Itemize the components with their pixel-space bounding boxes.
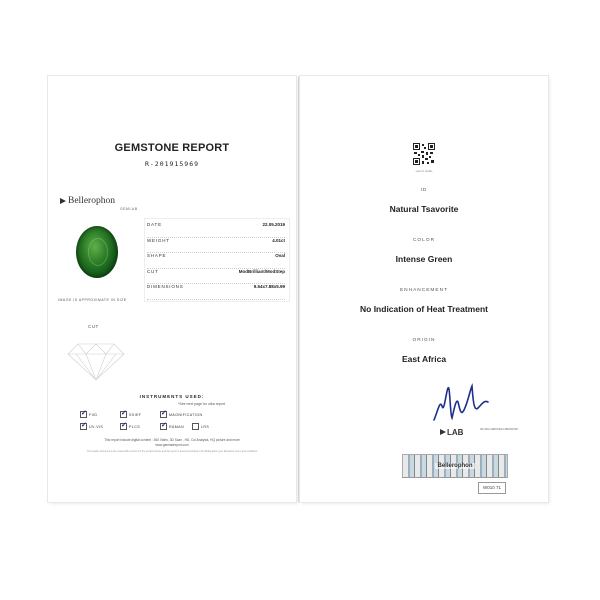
serial-number: W010 71 (478, 482, 506, 494)
instrument-item (120, 411, 158, 418)
instrument-label: UV-VIS (89, 424, 104, 429)
checkbox-checked-icon (160, 411, 167, 418)
detail-value: 22.05.2019 (262, 222, 285, 227)
origin-label: ORIGIN (412, 338, 436, 343)
lab-logo (440, 428, 463, 437)
detail-value: 4.01ct (272, 237, 285, 243)
detail-row (147, 238, 285, 254)
hologram-line (402, 477, 506, 478)
enhancement-label: ENHANCEMENT (399, 288, 449, 293)
qr-caption: scan for details (415, 170, 433, 173)
checkbox-checked-icon (120, 423, 127, 430)
detail-label: WEIGHT (147, 237, 170, 243)
instruments-grid (80, 411, 260, 430)
brand-name: Bellerophon (68, 196, 115, 206)
cut-label: CUT (88, 324, 99, 329)
detail-label: DATE (147, 222, 162, 227)
checkbox-empty-icon (192, 423, 199, 430)
hologram-sticker (402, 454, 508, 478)
detail-value: 9.54x7.88x5.99 (253, 284, 285, 289)
instrument-item (80, 411, 118, 418)
detail-row (147, 284, 285, 300)
detail-value: Oval (275, 253, 285, 258)
instrument-label: MAGNIFICATION (169, 412, 203, 417)
id-label: ID (420, 188, 428, 193)
image-note: IMAGE IS APPROXIMATE IN SIZE (58, 298, 127, 302)
instrument-label: LRS (200, 424, 210, 429)
checkbox-checked-icon (80, 423, 87, 430)
gemstone-image (76, 226, 118, 278)
instrument-label: SSIEF (129, 412, 142, 417)
details-table (147, 222, 285, 300)
instrument-label: RAMAN (169, 424, 184, 429)
detail-label: DIMENSIONS (147, 284, 184, 289)
detail-label: SHAPE (147, 253, 167, 258)
instruments-note: *See next page for ultra report (178, 402, 225, 406)
lab-arrow-icon (440, 429, 446, 435)
enhancement-value: No Indication of Heat Treatment (360, 304, 488, 314)
brand-sub: GEMLAB (120, 207, 138, 211)
checkbox-checked-icon (80, 411, 87, 418)
brand-logo (60, 196, 115, 206)
footer-line: This report include digital content : 360 Video, 3D Scan , HD, Col Analysis, HQ picture and more (104, 438, 240, 442)
color-label: COLOR (412, 238, 436, 243)
footer-disclaimer: The header document is the responsible service for the product clients and the report is issued according to the Bellerophon gem laboratory terms and conditions (86, 450, 258, 453)
instrument-item (160, 423, 220, 430)
hologram-text: Bellerophon (437, 463, 473, 469)
diamond-diagram-icon (66, 338, 126, 382)
detail-value: ModBrilliant/ModStep (238, 268, 285, 274)
instrument-item (160, 411, 220, 418)
detail-row (147, 253, 285, 269)
detail-label: CUT (147, 268, 159, 274)
detail-row (147, 269, 285, 285)
footer-text (58, 438, 286, 448)
brand-arrow-icon (60, 198, 66, 204)
checkbox-checked-icon (120, 411, 127, 418)
report-right-page (300, 76, 548, 502)
report-title: GEMSTONE REPORT (114, 142, 230, 154)
instrument-item (80, 423, 118, 430)
report-left-page (48, 76, 296, 502)
instrument-label: FIID (89, 412, 98, 417)
signature-icon (428, 380, 498, 424)
id-value: Natural Tsavorite (389, 204, 459, 214)
instrument-item (120, 423, 158, 430)
detail-row (147, 222, 285, 238)
instrument-label: PLCS (129, 424, 140, 429)
footer-link: www.gemlabreport.com (155, 443, 189, 447)
lab-mark: LAB (447, 428, 464, 437)
lab-sub: ISO 9001 CERTIFIED LABORATORY (480, 429, 519, 431)
checkbox-checked-icon (160, 423, 167, 430)
origin-value: East Africa (401, 354, 447, 364)
instruments-title: INSTRUMENTS USED: (139, 394, 205, 399)
qr-code-icon (412, 142, 436, 166)
color-value: Intense Green (395, 254, 453, 264)
report-number: R-201915969 (144, 160, 200, 168)
